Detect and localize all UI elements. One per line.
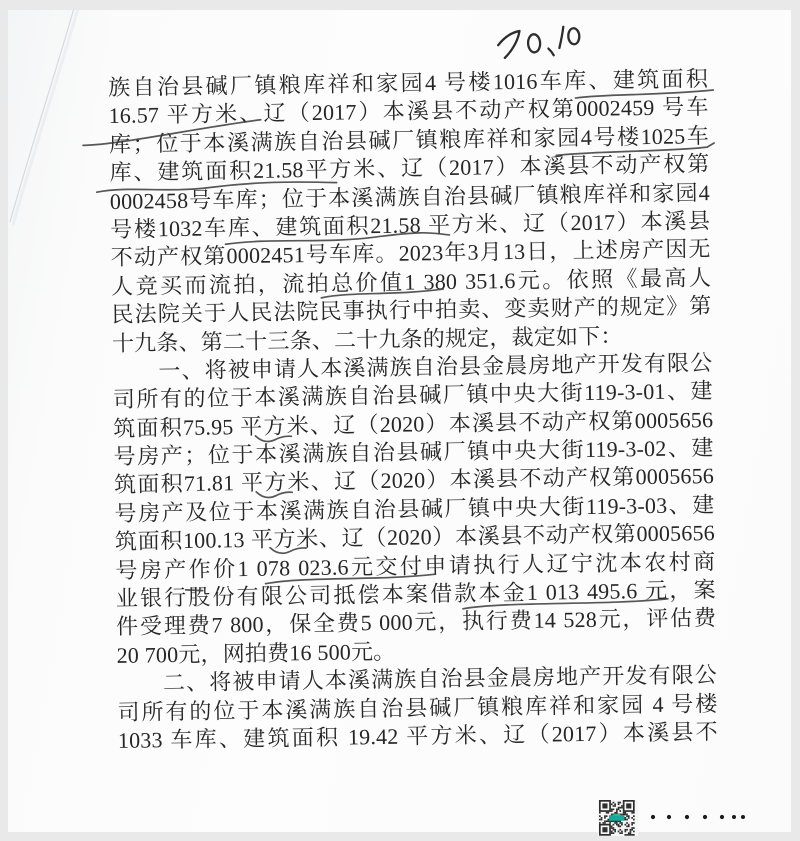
document-line: 16.57 平方米、辽（2017）本溪县不动产权第0002459 号车 bbox=[108, 94, 709, 129]
handwritten-note bbox=[489, 15, 591, 66]
document-line: 号楼1032车库、建筑面积21.58 平方米、辽（2017）本溪县 bbox=[110, 208, 711, 242]
document-line: 号房产；位于本溪满族自治县碱厂镇中央大街119-3-02、建 bbox=[113, 435, 714, 470]
document-line: 0002458号车库；位于本溪满族自治县碱厂镇粮库祥和家园4 bbox=[109, 179, 711, 214]
document-line: 族自治县碱厂镇粮库祥和家园4 号楼1016车库、建筑面积 bbox=[108, 66, 709, 100]
dotted-line bbox=[648, 811, 748, 823]
document-line: 司所有的位于本溪满族自治县碱厂镇粮库祥和家园 4 号楼 bbox=[117, 690, 718, 725]
qr-code bbox=[598, 800, 638, 836]
document-line: 1033 车库、建筑面积 19.42 平方米、辽（2017）本溪县不 bbox=[117, 719, 719, 753]
document-body bbox=[108, 65, 718, 756]
document-line: 业银行股份有限公司抵偿本案借款本金1 013 495.6 元，案 bbox=[115, 577, 716, 611]
document-line: 筑面积75.95 平方米、辽（2020）本溪县不动产权第0005656 bbox=[113, 406, 714, 441]
paper-sheet bbox=[8, 10, 791, 832]
document-line: 不动产权第0002451号车库。2023年3月13日，上述房产因无 bbox=[110, 236, 711, 271]
document-line: 人竞买而流拍，流拍总价值1 380 351.6元。依照《最高人 bbox=[110, 264, 712, 299]
document-line: 二、将被申请人本溪满族自治县金晨房地产开发有限公 bbox=[162, 662, 718, 696]
document-line: 号房产作价1 078 023.6元交付申请执行人辽宁沈本农村商 bbox=[115, 548, 716, 583]
document-line: 库；位于本溪满族自治县碱厂镇粮库祥和家园4号楼1025车 bbox=[108, 122, 710, 157]
document-line: 民法院关于人民法院民事执行中拍卖、变卖财产的规定》第 bbox=[111, 293, 712, 328]
document-line: 件受理费7 800，保全费5 000元，执行费14 528元，评估费 bbox=[116, 605, 717, 640]
document-line: 筑面积71.81 平方米、辽（2020）本溪县不动产权第0005656 bbox=[113, 463, 715, 498]
document-line: 号房产及位于本溪满族自治县碱厂镇中央大街119-3-03、建 bbox=[114, 491, 715, 526]
document-line: 司所有的位于本溪满族自治县碱厂镇中央大街119-3-01、建 bbox=[112, 378, 713, 413]
document-line: 十九条、第二十三条、二十九条的规定，裁定如下： bbox=[111, 322, 623, 356]
document-line: 库、建筑面积21.58平方米、辽（2017）本溪县不动产权第 bbox=[109, 151, 710, 186]
document-line: 20 700元，网拍费16 500元。 bbox=[116, 638, 396, 668]
document-line: 一、将被申请人本溪满族自治县金晨房地产开发有限公 bbox=[158, 349, 713, 384]
document-line: 筑面积100.13 平方米、辽（2020）本溪县不动产权第0005656 bbox=[114, 520, 716, 555]
